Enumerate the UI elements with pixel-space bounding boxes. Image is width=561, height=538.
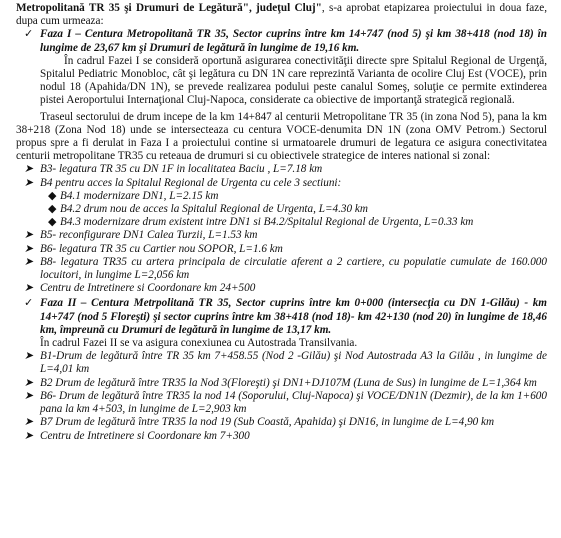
arrow-bullet-icon: ➤ [24, 429, 34, 442]
list-item [16, 256, 547, 282]
intro-rest: , s-a aprobat etapizarea proiectului in doua faze, dupa cum urmeaza: [16, 2, 547, 28]
arrow-bullet-icon: ➤ [24, 229, 34, 242]
list-item [16, 203, 547, 216]
list-item [16, 282, 547, 295]
item-b6: B6- legatura TR 35 cu Cartier nou SOPOR, L=1.6 km [40, 242, 283, 255]
list-item [16, 229, 547, 242]
list-item [16, 390, 547, 416]
item-b5: B5- reconfigurare DN1 Calea Turzii, L=1.53 km [40, 229, 258, 242]
arrow-bullet-icon: ➤ [24, 176, 34, 189]
list-item [16, 416, 547, 429]
item-b4-2: B4.2 drum nou de acces la Spitalul Regional de Urgenta, L=4.30 km [60, 203, 368, 216]
arrow-bullet-icon: ➤ [24, 350, 34, 363]
list-item [16, 430, 547, 443]
item-b8: B8- legatura TR35 cu artera principala de circulatie aferent a 2 cartiere, cu populatie cumulate de 160.000 locuitori, in lungime L=2,056 km [40, 255, 547, 282]
diamond-bullet-icon: ◆ [48, 216, 57, 229]
diamond-bullet-icon: ◆ [48, 203, 57, 216]
arrow-bullet-icon: ➤ [24, 163, 34, 176]
arrow-bullet-icon: ➤ [24, 389, 34, 402]
faza2-heading-row [16, 297, 547, 337]
faza2-heading: Faza II – Centura Metrpolitană TR 35, Sector cuprins între km 0+000 (intersecţia cu DN 1-Gilău) - km 14+747 (nod 5 Floreşti) şi sector cuprins între km 38+418 (nod 18)- km 42+130 (nod 20) în lungime de 18,46 km, împreună cu Drumuri de legătură în lungime de 13,17 km. [40, 297, 547, 336]
item-b1: B1-Drum de legătură între TR 35 km 7+458.55 (Nod 2 -Gilău) şi Nod Autostrada A3 la Gilău , in lungime de L=4,01 km [40, 350, 547, 376]
item-b7: B7 Drum de legătură între TR35 la nod 19 (Sub Coastă, Apahida) şi DN16, in lungime de L=4,90 km [40, 416, 495, 429]
checkmark-bullet-icon: ✓ [24, 297, 34, 310]
item-b2: B2 Drum de legătură între TR35 la Nod 3(Floreşti) şi DN1+DJ107M (Luna de Sus) in lungime de L=1,364 km [40, 376, 537, 389]
item-centru-2: Centru de Intretinere si Coordonare km 7+300 [40, 429, 250, 442]
item-b4-1: B4.1 modernizare DN1, L=2.15 km [60, 189, 219, 202]
item-b6-faza2: B6- Drum de legătură între TR35 la nod 14 (Soporului, Cluj-Napoca) şi VOCE/DN1N (Dezmir), de la km 1+600 pana la km 4+503, in lungime de L=2,903 km [40, 389, 547, 416]
faza1-heading: Faza I – Centura Metropolitană TR 35, Sector cuprins între km 14+747 (nod 5) şi km 38+418 (nod 18) în lungime de 23,67 km şi Drumuri de legătură în lungime de 19,16 km. [40, 28, 547, 54]
item-b4-3: B4.3 modernizare drum existent intre DN1 si B4.2/Spitalul Regional de Urgenta, L=0.33 km [60, 216, 474, 229]
list-item [16, 163, 547, 176]
arrow-bullet-icon: ➤ [24, 376, 34, 389]
diamond-bullet-icon: ◆ [48, 189, 57, 202]
list-item [16, 177, 547, 190]
arrow-bullet-icon: ➤ [24, 242, 34, 255]
faza1-paragraph-2: Traseul sectorului de drum incepe de la km 14+847 al centurii Metropolitane TR 35 (in zona Nod 5), pana la km 38+218 (Zona Nod 18) unde se intersecteaza cu centura VOCE-denumita DN 1N (zona OMV Petrom.) Sectorul propus spre a fi derulat in Faza I a proiectului contine si urmatoarele drumuri de legatura ce asigura conectivitatea centurii metropolitane TR35 cu reteaua de drumuri si cu obiectivele strategice de interes national si zonal: [16, 110, 547, 163]
list-item [16, 243, 547, 256]
faza2-paragraph-1: În cadrul Fazei II se va asigura conexiunea cu Autostrada Transilvania. [40, 337, 358, 350]
arrow-bullet-icon: ➤ [24, 255, 34, 268]
arrow-bullet-icon: ➤ [24, 416, 34, 429]
faza1-paragraph-1: În cadrul Fazei I se consideră oportună asigurarea conectivităţii directe spre Spitalul Regional de Urgenţă, Spitalul Pediatric Monobloc, cât şi legătura cu DN 1N care reprezintă Varianta de ocolire Cluj Est (VOCE), prin nodul 18 (Apahida/DN 1N), se prevede realizarea podului peste canalul Someş, soluţie ce permite extinderea pistei Aeroportului Internaţional Cluj-Napoca, considerate ca obiective de importanţă strategică regională. [40, 54, 547, 107]
list-item [16, 190, 547, 203]
checkmark-bullet-icon: ✓ [24, 28, 34, 41]
intro-paragraph [16, 2, 547, 28]
item-centru-1: Centru de Intretinere si Coordonare km 24+500 [40, 282, 256, 295]
list-item [16, 350, 547, 376]
arrow-bullet-icon: ➤ [24, 282, 34, 295]
list-item [16, 377, 547, 390]
intro-bold: Metropolitană TR 35 şi Drumuri de Legătură", judeţul Cluj" [16, 2, 322, 14]
faza1-heading-row [16, 28, 547, 54]
list-item [16, 216, 547, 229]
item-b4: B4 pentru acces la Spitalul Regional de Urgenta cu cele 3 sectiuni: [40, 176, 342, 189]
item-b3: B3- legatura TR 35 cu DN 1F in localitatea Baciu , L=7.18 km [40, 163, 323, 176]
